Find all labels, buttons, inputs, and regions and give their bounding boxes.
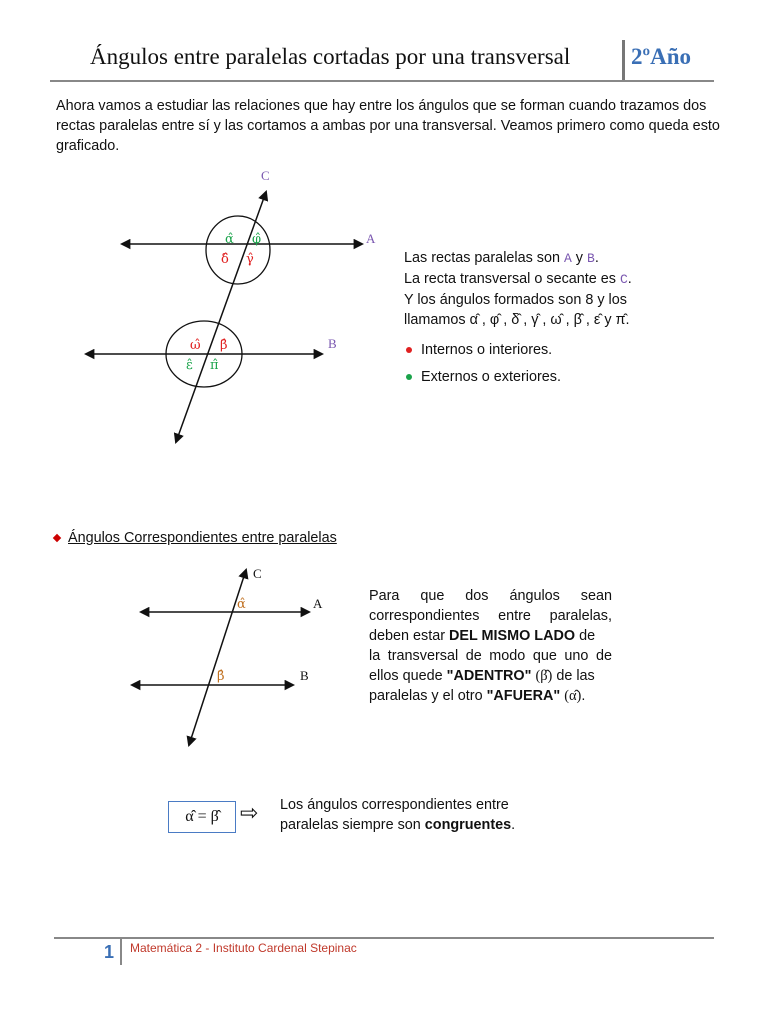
angle-gamma: γ̂ [246, 252, 254, 267]
conclusion-line-1: Los ángulos correspondientes entre [280, 797, 509, 813]
legend-line-c: C [619, 272, 628, 287]
angle-omega: ω̂ [190, 338, 201, 353]
corr-line-3 [369, 626, 612, 646]
corr-line-2: correspondientes entre paralelas, [369, 608, 612, 624]
legend-line1-mid: y [571, 250, 587, 266]
congruentes-text: congruentes [424, 817, 512, 833]
grade-label: 2ºAño [631, 44, 691, 69]
diamond-bullet-icon [53, 534, 61, 542]
alpha-symbol: (α̂) [564, 688, 582, 704]
legend-text [404, 248, 684, 330]
corr-line5-pre: ellos quede [369, 668, 447, 684]
corr-line-1: Para que dos ángulos sean [369, 588, 612, 604]
label2-b: B [300, 668, 309, 683]
corr-line6-pre: paralelas y el otro [369, 688, 487, 704]
section-title: Ángulos Correspondientes entre paralelas [68, 530, 337, 546]
conclusion-line-2 [280, 815, 580, 835]
angle-beta: β̂ [220, 338, 228, 353]
conclusion-line2-post: . [511, 817, 516, 833]
legend-line-4: llamamos α̂ , φ̂ , δ̂ , γ̂ , ω̂ , β̂ , ε̂ y π̂. [404, 312, 630, 328]
mismo-lado-text: DEL MISMO LADO [449, 628, 576, 644]
legend-line-2 [404, 269, 684, 290]
correspondientes-text [369, 586, 612, 706]
corr-line3-pre: deben estar [369, 628, 450, 644]
angle2-alpha: α̂ [237, 597, 246, 612]
footer-divider [120, 939, 122, 965]
angle-pi: π̂ [210, 358, 219, 373]
corr-line3-post: de [575, 628, 596, 644]
corr-line-4: la transversal de modo que uno de [369, 648, 612, 664]
page-number: 1 [104, 942, 115, 962]
conclusion-text [280, 795, 580, 835]
angle-epsilon: ε̂ [186, 358, 193, 373]
footer-text: Matemática 2 - Instituto Cardenal Stepinac [130, 941, 357, 955]
angle2-beta: β̂ [217, 669, 225, 684]
label2-c: C [253, 566, 262, 581]
implies-arrow-icon: ⇨ [240, 800, 259, 825]
legend-line-a: A [563, 251, 572, 266]
diagram-parallels [86, 168, 376, 442]
upper-intersection-ellipse [206, 216, 270, 284]
angle-phi: φ̂ [252, 232, 262, 247]
legend-line2-pre: La recta transversal o secante es [404, 271, 620, 287]
diagram-correspondientes [132, 566, 323, 745]
adentro-text: "ADENTRO" [446, 668, 532, 684]
page-title: Ángulos entre paralelas cortadas por una transversal [90, 44, 571, 69]
angle-alpha: α̂ [225, 232, 234, 247]
legend-line-3: Y los ángulos formados son 8 y los [404, 292, 627, 308]
angle-delta: δ̂ [221, 252, 229, 267]
footer-rule [54, 937, 714, 939]
section-heading [54, 530, 337, 546]
red-bullet-icon [406, 347, 412, 353]
corr-line-6 [369, 686, 612, 706]
corr-line-5 [369, 666, 612, 686]
conclusion-line2-pre: paralelas siempre son [280, 817, 425, 833]
label2-a: A [313, 596, 323, 611]
legend-line2-post: . [627, 271, 632, 287]
legend-internal-label: Internos o interiores. [421, 342, 553, 358]
corr-line6-post: . [581, 688, 586, 704]
intro-paragraph: Ahora vamos a estudiar las relaciones que hay entre los ángulos que se forman cuando trazamos dos rectas paralelas entre sí y las cortamos a ambas por una transversal. Veamos primero como queda esto graficado. [56, 98, 720, 154]
equation-box [168, 801, 236, 833]
green-bullet-icon [406, 374, 412, 380]
legend-line1-post: . [594, 250, 599, 266]
label-b: B [328, 336, 337, 351]
legend-line-1 [404, 248, 684, 269]
line-c [176, 192, 266, 442]
beta-symbol: (β̂) [535, 668, 553, 684]
legend-line1-pre: Las rectas paralelas son [404, 250, 564, 266]
afuera-text: "AFUERA" [486, 688, 561, 704]
legend-external-label: Externos o exteriores. [421, 369, 561, 385]
legend-external [406, 367, 686, 387]
equation: α̂ = β̂ [185, 808, 219, 825]
corr-line5-post: de las [552, 668, 595, 684]
label-c: C [261, 168, 270, 183]
label-a: A [366, 231, 376, 246]
legend-line-b: B [587, 251, 595, 266]
legend-internal [406, 340, 686, 360]
